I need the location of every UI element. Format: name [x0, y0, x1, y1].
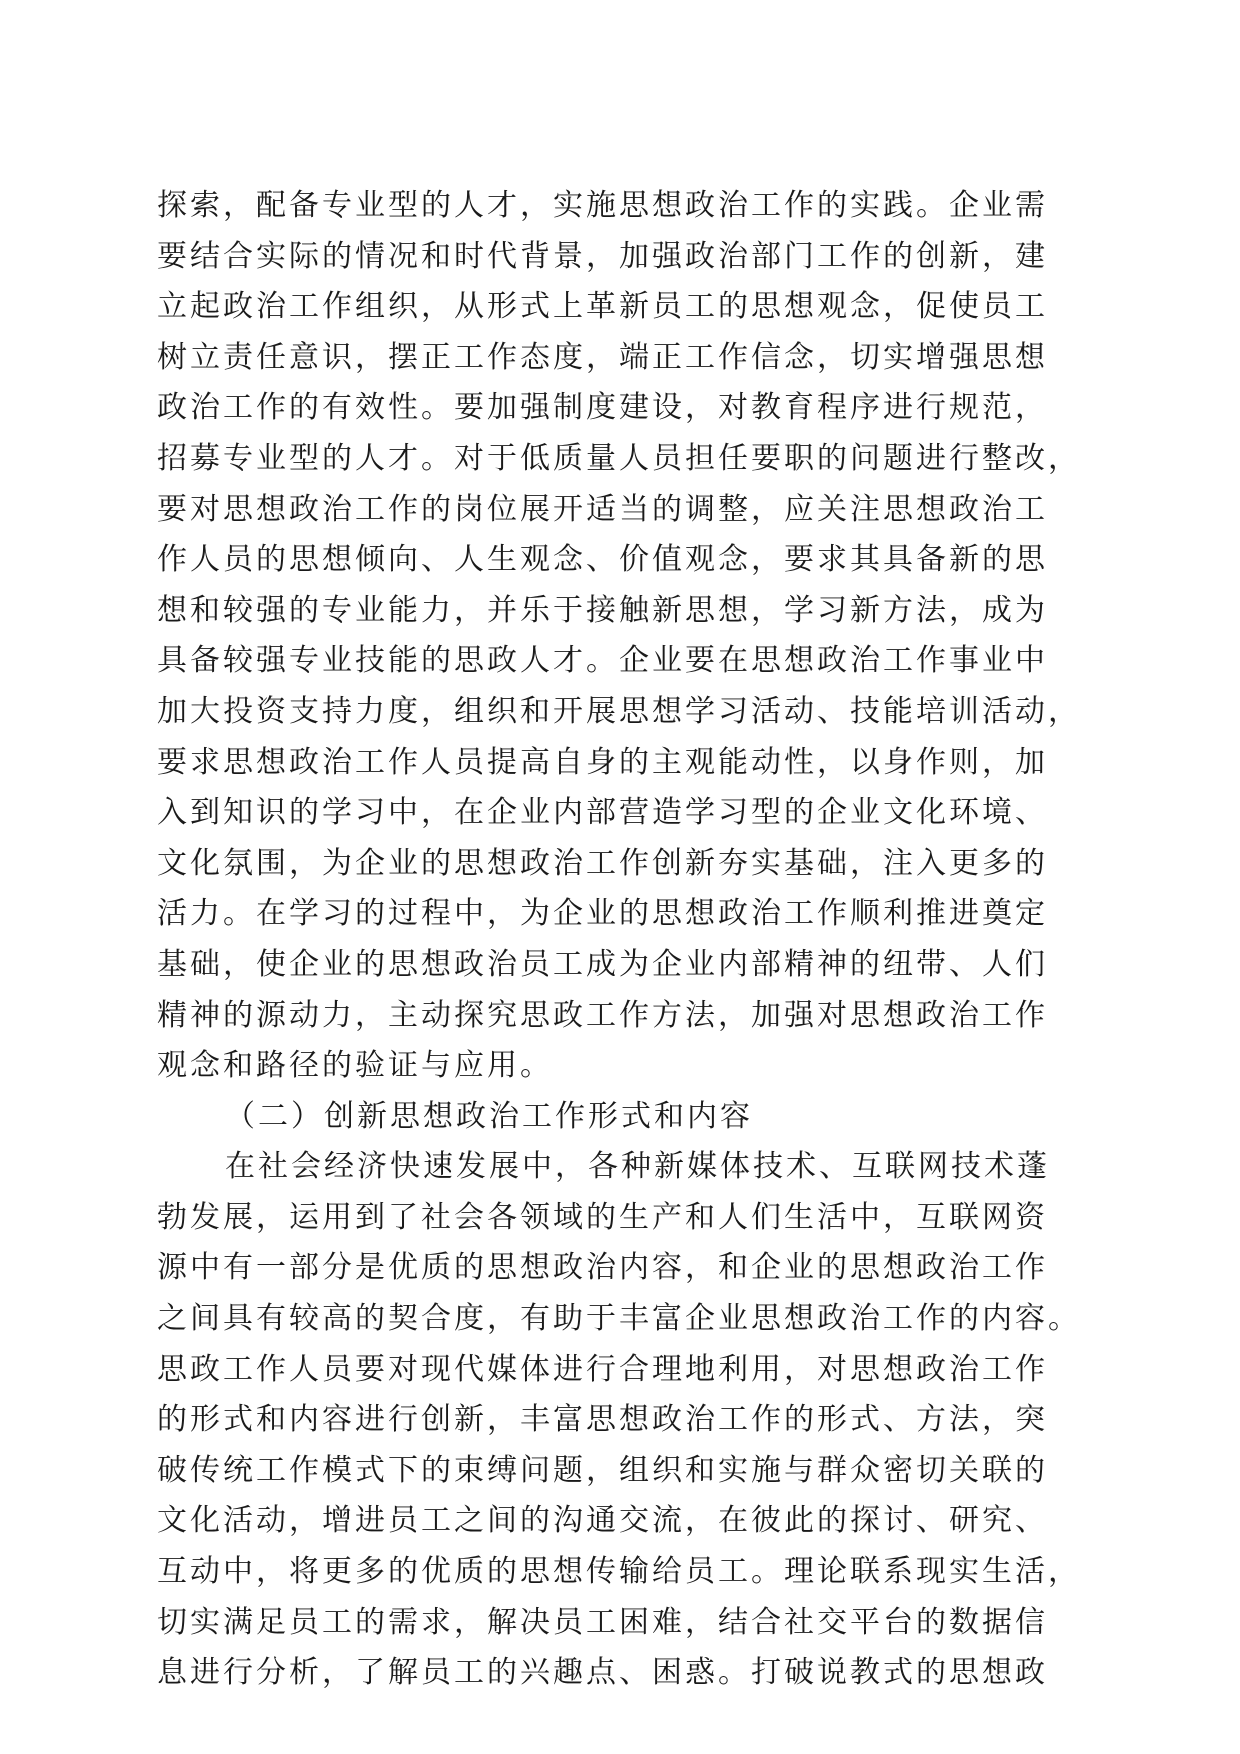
body-line: 要求思想政治工作人员提高自身的主观能动性，以身作则，加 [157, 744, 1048, 780]
body-line: 勃发展，运用到了社会各领域的生产和人们生活中，互联网资 [157, 1199, 1048, 1235]
body-line: 文化氛围，为企业的思想政治工作创新夯实基础，注入更多的 [157, 845, 1048, 881]
section-heading: （二）创新思想政治工作形式和内容 [225, 1098, 753, 1134]
body-line: 加大投资支持力度，组织和开展思想学习活动、技能培训活动， [157, 693, 1081, 729]
body-line: 招募专业型的人才。对于低质量人员担任要职的问题进行整改， [157, 440, 1081, 476]
body-line: 基础，使企业的思想政治员工成为企业内部精神的纽带、人们 [157, 946, 1048, 982]
body-line: 精神的源动力，主动探究思政工作方法，加强对思想政治工作 [157, 997, 1048, 1033]
body-line: 破传统工作模式下的束缚问题，组织和实施与群众密切关联的 [157, 1452, 1048, 1488]
body-line: 观念和路径的验证与应用。 [157, 1048, 553, 1084]
body-line: 切实满足员工的需求，解决员工困难，结合社交平台的数据信 [157, 1604, 1048, 1640]
body-line: 要结合实际的情况和时代背景，加强政治部门工作的创新，建 [157, 238, 1048, 274]
body-line: 具备较强专业技能的思政人才。企业要在思想政治工作事业中 [157, 643, 1048, 679]
body-line: 思政工作人员要对现代媒体进行合理地利用，对思想政治工作 [157, 1351, 1048, 1387]
document-body [157, 181, 1097, 1699]
body-line: 探索，配备专业型的人才，实施思想政治工作的实践。企业需 [157, 188, 1048, 223]
body-line: 文化活动，增进员工之间的沟通交流，在彼此的探讨、研究、 [157, 1503, 1048, 1539]
body-line: 政治工作的有效性。要加强制度建设，对教育程序进行规范， [157, 390, 1048, 426]
body-line: 要对思想政治工作的岗位展开适当的调整，应关注思想政治工 [157, 491, 1048, 527]
body-line: 树立责任意识，摆正工作态度，端正工作信念，切实增强思想 [157, 339, 1048, 375]
body-line: 之间具有较高的契合度，有助于丰富企业思想政治工作的内容。 [157, 1301, 1081, 1337]
body-line: 的形式和内容进行创新，丰富思想政治工作的形式、方法，突 [157, 1402, 1048, 1438]
body-line: 活力。在学习的过程中，为企业的思想政治工作顺利推进奠定 [157, 896, 1048, 932]
body-line: 作人员的思想倾向、人生观念、价值观念，要求其具备新的思 [157, 542, 1048, 578]
paragraph-first-line: 在社会经济快速发展中，各种新媒体技术、互联网技术蓬 [225, 1149, 1050, 1185]
body-line: 入到知识的学习中，在企业内部营造学习型的企业文化环境、 [157, 795, 1048, 831]
body-line: 源中有一部分是优质的思想政治内容，和企业的思想政治工作 [157, 1250, 1048, 1286]
body-line: 互动中，将更多的优质的思想传输给员工。理论联系现实生活， [157, 1554, 1081, 1590]
body-line: 立起政治工作组织，从形式上革新员工的思想观念，促使员工 [157, 289, 1048, 325]
body-line: 息进行分析，了解员工的兴趣点、困惑。打破说教式的思想政 [157, 1655, 1048, 1691]
body-line: 想和较强的专业能力，并乐于接触新思想，学习新方法，成为 [157, 592, 1048, 628]
